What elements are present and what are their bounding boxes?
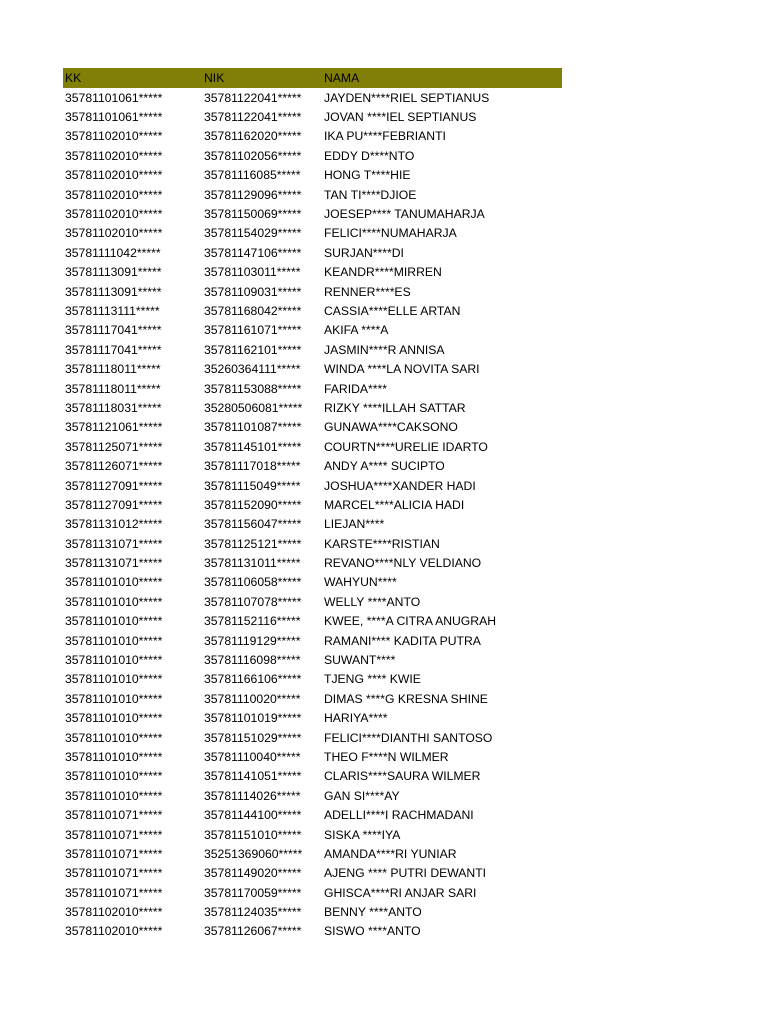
cell-kk: 35781101071*****	[65, 846, 163, 861]
cell-nik: 35781119129*****	[204, 633, 301, 648]
cell-nama: GHISCA****RI ANJAR SARI	[324, 885, 477, 900]
cell-nik: 35781150069*****	[204, 207, 302, 222]
cell-kk: 35781113111*****	[65, 303, 160, 318]
cell-nik: 35781154029*****	[204, 226, 302, 241]
cell-nama: LIEJAN****	[324, 517, 385, 532]
cell-nik: 35781124035*****	[204, 905, 302, 920]
cell-nik: 35781115049*****	[204, 478, 301, 493]
cell-nama: HONG T****HIE	[324, 168, 411, 183]
cell-kk: 35781101010*****	[65, 575, 163, 590]
table-row	[63, 902, 562, 921]
cell-kk: 35781102010*****	[65, 207, 163, 222]
cell-nama: RAMANI**** KADITA PUTRA	[324, 633, 481, 648]
table-row	[63, 301, 562, 320]
header-nama: NAMA	[324, 71, 360, 85]
table-row	[63, 321, 562, 340]
cell-nama: COURTN****URELIE IDARTO	[324, 439, 488, 454]
cell-nama: JASMIN****R ANNISA	[324, 342, 445, 357]
table-row	[63, 650, 562, 669]
table-row	[63, 515, 562, 534]
cell-nama: REVANO****NLY VELDIANO	[324, 556, 482, 571]
cell-nik: 35781101019*****	[204, 711, 302, 726]
table-row	[63, 534, 562, 553]
cell-nama: SUWANT****	[324, 653, 396, 668]
cell-nama: CASSIA****ELLE ARTAN	[324, 303, 461, 318]
cell-nik: 35781110020*****	[204, 691, 301, 706]
cell-nik: 35781144100*****	[204, 808, 302, 823]
cell-kk: 35781117041*****	[65, 342, 162, 357]
cell-kk: 35781131012*****	[65, 517, 163, 532]
table-row	[63, 612, 562, 631]
cell-nik: 35781153088*****	[204, 381, 302, 396]
table-row	[63, 418, 562, 437]
cell-nama: SISKA ****IYA	[324, 827, 401, 842]
cell-nama: JOVAN ****IEL SEPTIANUS	[324, 110, 477, 125]
cell-kk: 35781101010*****	[65, 633, 163, 648]
table-row	[63, 166, 562, 185]
table-row	[63, 786, 562, 805]
table-row	[63, 553, 562, 572]
cell-kk: 35781101071*****	[65, 827, 163, 842]
cell-nik: 35781141051*****	[204, 769, 302, 784]
cell-kk: 35781117041*****	[65, 323, 162, 338]
cell-nama: EDDY D****NTO	[324, 148, 415, 163]
table-header-row	[63, 68, 562, 88]
table-row	[63, 340, 562, 359]
table-row	[63, 243, 562, 262]
table-row	[63, 456, 562, 475]
cell-nama: WINDA ****LA NOVITA SARI	[324, 362, 480, 377]
table-row	[63, 204, 562, 223]
cell-nama: FARIDA****	[324, 381, 387, 396]
cell-nik: 35781116085*****	[204, 168, 301, 183]
cell-nama: JAYDEN****RIEL SEPTIANUS	[324, 90, 490, 105]
cell-nik: 35781122041*****	[204, 110, 302, 125]
table-row	[63, 592, 562, 611]
data-table	[63, 68, 562, 941]
cell-kk: 35781101071*****	[65, 866, 163, 881]
cell-nik: 35781117018*****	[204, 459, 301, 474]
cell-nama: KWEE, ****A CITRA ANUGRAH	[324, 614, 497, 629]
table-body	[63, 88, 562, 941]
cell-kk: 35781101061*****	[65, 90, 163, 105]
cell-nama: KEANDR****MIRREN	[324, 265, 442, 280]
cell-kk: 35781131071*****	[65, 556, 163, 571]
cell-nama: FELICI****DIANTHI SANTOSO	[324, 730, 493, 745]
cell-kk: 35781121061*****	[65, 420, 163, 435]
cell-kk: 35781118011*****	[65, 362, 161, 377]
cell-nama: GUNAWA****CAKSONO	[324, 420, 458, 435]
cell-nik: 35781114026*****	[204, 788, 301, 803]
cell-nama: HARIYA****	[324, 711, 388, 726]
table-row	[63, 728, 562, 747]
cell-nik: 35781131011*****	[204, 556, 301, 571]
cell-kk: 35781126071*****	[65, 459, 163, 474]
table-row	[63, 185, 562, 204]
cell-nik: 35781101087*****	[204, 420, 302, 435]
cell-nama: JOESEP**** TANUMAHARJA	[324, 207, 485, 222]
cell-nik: 35781166106*****	[204, 672, 302, 687]
cell-nama: RENNER****ES	[324, 284, 411, 299]
cell-kk: 35781101010*****	[65, 730, 163, 745]
cell-kk: 35781101010*****	[65, 594, 163, 609]
table-row	[63, 709, 562, 728]
cell-nik: 35781103011*****	[204, 265, 301, 280]
cell-nik: 35781102056*****	[204, 148, 302, 163]
cell-kk: 35781118011*****	[65, 381, 161, 396]
cell-kk: 35781101010*****	[65, 691, 163, 706]
cell-nama: WELLY ****ANTO	[324, 594, 421, 609]
table-row	[63, 805, 562, 824]
table-row	[63, 398, 562, 417]
cell-nama: AMANDA****RI YUNIAR	[324, 846, 457, 861]
cell-kk: 35781101061*****	[65, 110, 163, 125]
cell-kk: 35781101010*****	[65, 653, 163, 668]
cell-nik: 35781168042*****	[204, 303, 302, 318]
cell-nik: 35781161071*****	[204, 323, 302, 338]
cell-kk: 35781113091*****	[65, 284, 162, 299]
table-row	[63, 359, 562, 378]
cell-kk: 35781131071*****	[65, 536, 163, 551]
cell-nik: 35781106058*****	[204, 575, 302, 590]
table-row	[63, 224, 562, 243]
cell-kk: 35781101071*****	[65, 808, 163, 823]
table-row	[63, 631, 562, 650]
cell-nik: 35781152090*****	[204, 497, 302, 512]
table-row	[63, 844, 562, 863]
cell-kk: 35781102010*****	[65, 905, 163, 920]
table-row	[63, 263, 562, 282]
cell-kk: 35781102010*****	[65, 148, 163, 163]
cell-nik: 35781116098*****	[204, 653, 301, 668]
cell-nik: 35781151010*****	[204, 827, 302, 842]
cell-kk: 35781127091*****	[65, 478, 163, 493]
cell-nama: SISWO ****ANTO	[324, 924, 421, 939]
table-row	[63, 747, 562, 766]
header-kk: KK	[65, 71, 82, 85]
table-row	[63, 437, 562, 456]
cell-nama: ANDY A**** SUCIPTO	[324, 459, 445, 474]
cell-nama: THEO F****N WILMER	[324, 749, 449, 764]
table-row	[63, 864, 562, 883]
table-row	[63, 883, 562, 902]
table-row	[63, 495, 562, 514]
cell-nik: 35781170059*****	[204, 885, 302, 900]
table-row	[63, 825, 562, 844]
cell-kk: 35781102010*****	[65, 187, 163, 202]
cell-kk: 35781111042*****	[65, 245, 161, 260]
cell-nik: 35781125121*****	[204, 536, 302, 551]
cell-nik: 35781156047*****	[204, 517, 302, 532]
cell-nama: GAN SI****AY	[324, 788, 400, 803]
cell-kk: 35781102010*****	[65, 129, 163, 144]
cell-kk: 35781102010*****	[65, 226, 163, 241]
table-row	[63, 88, 562, 107]
cell-nik: 35781126067*****	[204, 924, 302, 939]
cell-kk: 35781127091*****	[65, 497, 163, 512]
cell-kk: 35781101071*****	[65, 885, 163, 900]
cell-nik: 35781129096*****	[204, 187, 302, 202]
cell-nama: KARSTE****RISTIAN	[324, 536, 440, 551]
cell-nama: WAHYUN****	[324, 575, 397, 590]
cell-nik: 35280506081*****	[204, 400, 303, 415]
cell-nama: AJENG **** PUTRI DEWANTI	[324, 866, 487, 881]
cell-nik: 35781145101*****	[204, 439, 302, 454]
cell-kk: 35781113091*****	[65, 265, 162, 280]
cell-kk: 35781101010*****	[65, 711, 163, 726]
cell-kk: 35781102010*****	[65, 924, 163, 939]
cell-nik: 35260364111*****	[204, 362, 301, 377]
table-row	[63, 127, 562, 146]
cell-nama: CLARIS****SAURA WILMER	[324, 769, 481, 784]
cell-nama: BENNY ****ANTO	[324, 905, 422, 920]
cell-nik: 35781147106*****	[204, 245, 302, 260]
table-row	[63, 767, 562, 786]
cell-nik: 35781149020*****	[204, 866, 302, 881]
cell-nama: MARCEL****ALICIA HADI	[324, 497, 465, 512]
cell-nik: 35251369060*****	[204, 846, 303, 861]
cell-kk: 35781101010*****	[65, 614, 163, 629]
table-row	[63, 670, 562, 689]
cell-kk: 35781101010*****	[65, 769, 163, 784]
cell-nama: SURJAN****DI	[324, 245, 404, 260]
cell-nik: 35781152116*****	[204, 614, 301, 629]
header-nik: NIK	[204, 71, 225, 85]
cell-kk: 35781101010*****	[65, 672, 163, 687]
table-row	[63, 282, 562, 301]
cell-nama: JOSHUA****XANDER HADI	[324, 478, 476, 493]
table-row	[63, 573, 562, 592]
cell-nama: ADELLI****I RACHMADANI	[324, 808, 474, 823]
cell-nik: 35781162101*****	[204, 342, 302, 357]
cell-nama: TAN TI****DJIOE	[324, 187, 417, 202]
cell-nik: 35781122041*****	[204, 90, 302, 105]
table-row	[63, 146, 562, 165]
table-row	[63, 107, 562, 126]
cell-nik: 35781162020*****	[204, 129, 302, 144]
cell-nama: AKIFA ****A	[324, 323, 389, 338]
table-row	[63, 922, 562, 941]
cell-kk: 35781125071*****	[65, 439, 163, 454]
table-row	[63, 379, 562, 398]
cell-kk: 35781118031*****	[65, 400, 162, 415]
cell-kk: 35781102010*****	[65, 168, 163, 183]
table-row	[63, 689, 562, 708]
cell-nik: 35781151029*****	[204, 730, 302, 745]
cell-nik: 35781110040*****	[204, 749, 301, 764]
cell-nik: 35781107078*****	[204, 594, 302, 609]
cell-nama: FELICI****NUMAHARJA	[324, 226, 457, 241]
cell-nama: IKA PU****FEBRIANTI	[324, 129, 446, 144]
table-row	[63, 476, 562, 495]
cell-kk: 35781101010*****	[65, 749, 163, 764]
cell-nama: RIZKY ****ILLAH SATTAR	[324, 400, 466, 415]
cell-kk: 35781101010*****	[65, 788, 163, 803]
cell-nik: 35781109031*****	[204, 284, 302, 299]
cell-nama: TJENG **** KWIE	[324, 672, 421, 687]
cell-nama: DIMAS ****G KRESNA SHINE	[324, 691, 488, 706]
